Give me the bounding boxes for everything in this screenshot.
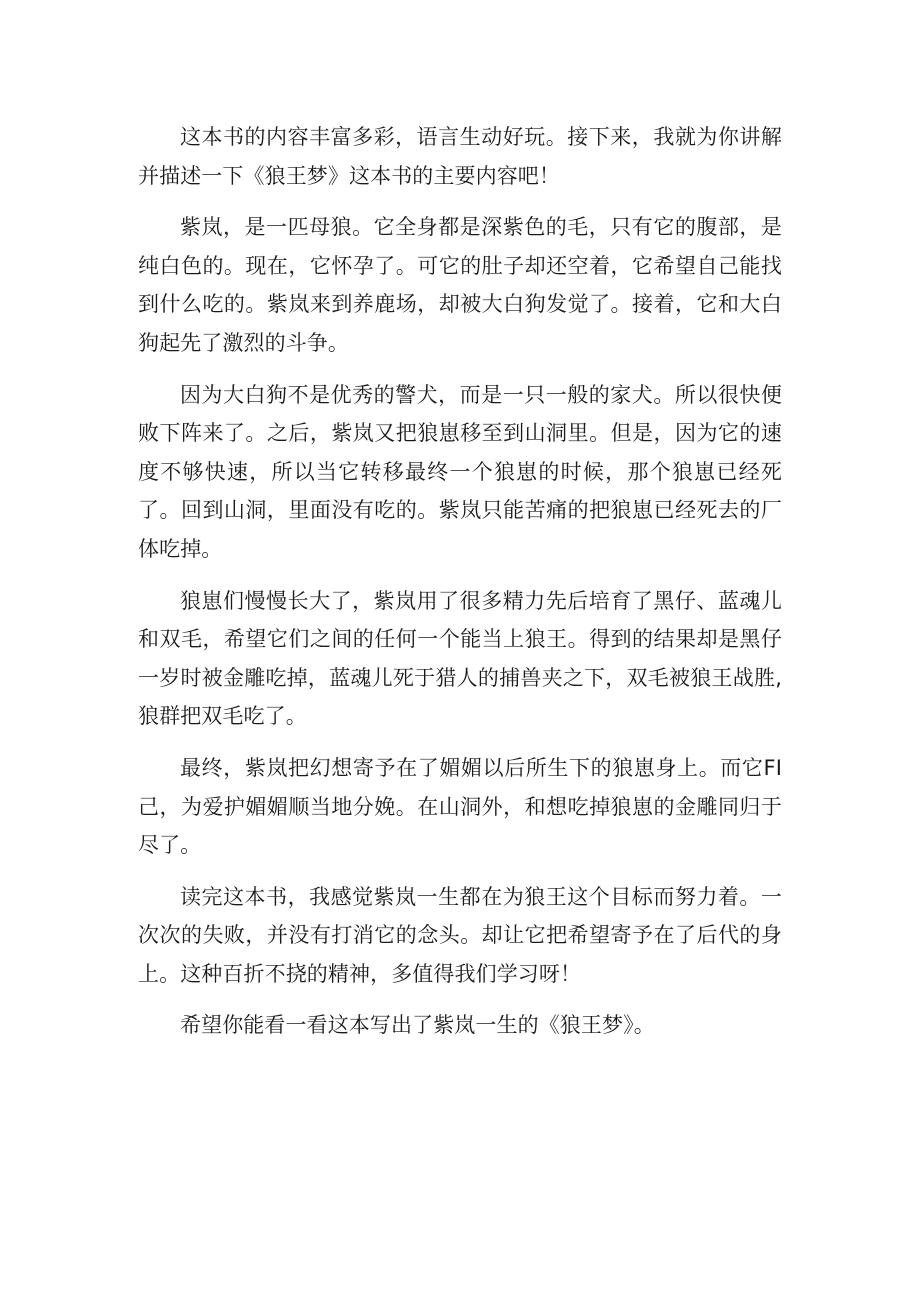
- paragraph-reflection: 读完这本书，我感觉紫岚一生都在为狼王这个目标而努力着。一次次的失败，并没有打消它的念头。却让它把希望寄予在了后代的身上。这种百折不挠的精神，多值得我们学习呀！: [138, 884, 782, 986]
- paragraph-recommendation: 希望你能看一看这本写出了紫岚一生的《狼王梦》。: [180, 1013, 655, 1038]
- paragraph-cubs-fate: 狼崽们慢慢长大了，紫岚用了很多精力先后培育了黑仔、蓝魂儿和双毛，希望它们之间的任何一个能当上狼王。得到的结果却是黑仔一岁时被金雕吃掉，蓝魂儿死于猎人的捕兽夹之下，双毛被狼王战胜,狼群把双毛吃了。: [138, 588, 782, 729]
- paragraph-final-sacrifice: 最终，紫岚把幻想寄予在了媚媚以后所生下的狼崽身上。而它FI己，为爱护媚媚顺当地分娩。在山洞外，和想吃掉狼崽的金雕同归于尽了。: [138, 755, 782, 858]
- paragraph-fight-and-cave: 因为大白狗不是优秀的警犬，而是一只一般的家犬。所以很快便败下阵来了。之后，紫岚又把狼崽移至到山洞里。但是，因为它的速度不够快速，所以当它转移最终一个狼崽的时候，那个狼崽已经死了。回到山洞，里面没有吃的。紫岚只能苦痛的把狼崽已经死去的厂体吃掉。: [138, 382, 782, 561]
- paragraph-zilan-pregnant: 紫岚，是一匹母狼。它全身都是深紫色的毛，只有它的腹部，是纯白色的。现在，它怀孕了。可它的肚子却还空着，它希望自己能找到什么吃的。紫岚来到养鹿场，却被大白狗发觉了。接着，它和大白狗起先了激烈的斗争。: [138, 215, 782, 355]
- document-body: [138, 118, 782, 1045]
- paragraph-intro: 这本书的内容丰富多彩，语言生动好玩。接下来，我就为你讲解并描述一下《狼王梦》这本书的主要内容吧！: [138, 125, 782, 188]
